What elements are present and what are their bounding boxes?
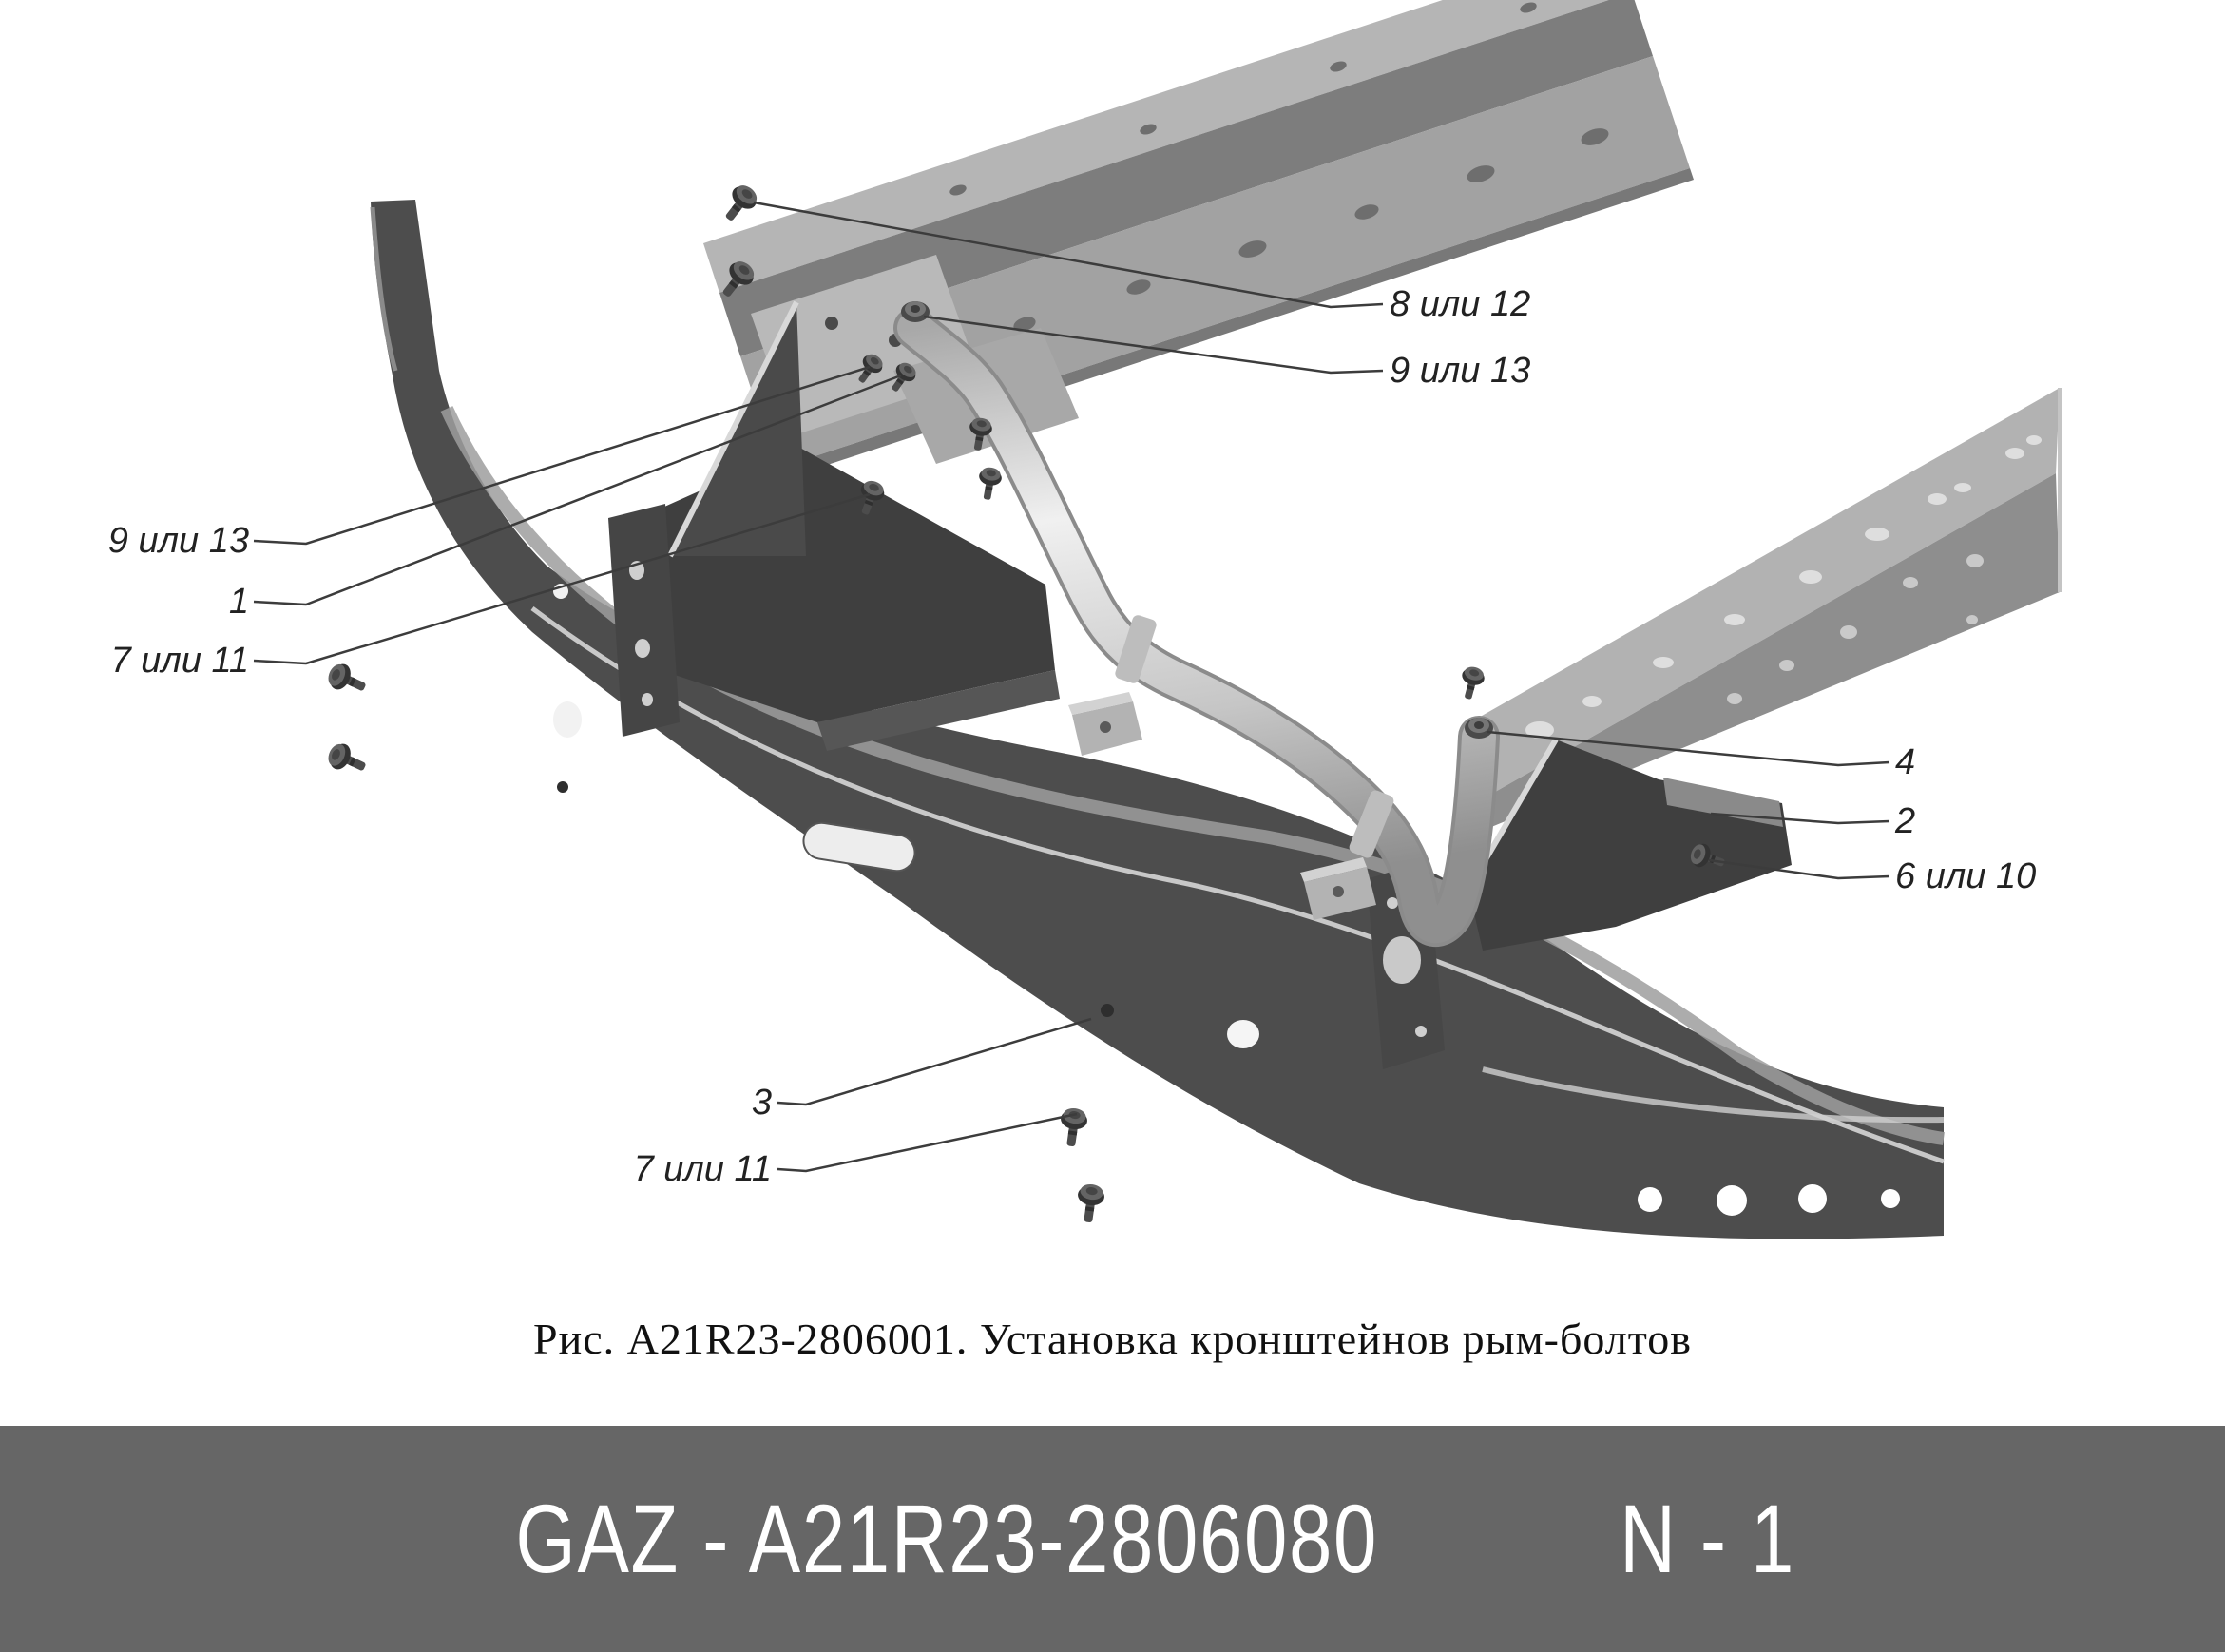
- callout-7-or-11-bottom: 7 или 11: [633, 1149, 772, 1189]
- tube-front-nut: [901, 301, 930, 322]
- end-plate-large-hole: [1383, 936, 1421, 984]
- tube-rear-nut: [1465, 718, 1493, 739]
- callout-9-or-13-left: 9 или 13: [107, 521, 249, 561]
- callout-2: 2: [1895, 801, 1916, 841]
- callout-9-or-13-top: 9 или 13: [1390, 351, 1531, 391]
- end-plate-hole: [1387, 897, 1398, 909]
- plate-hole: [825, 317, 838, 330]
- bolt-bottom-lower: [1074, 1182, 1105, 1224]
- callout-8-or-12: 8 или 12: [1390, 284, 1531, 324]
- callout-6-or-10: 6 или 10: [1895, 856, 2037, 896]
- footer-catalog-code: GAZ - A21R23-2806080: [515, 1484, 1378, 1593]
- bolt-above-tube-end: [1456, 664, 1487, 701]
- bolt-7-11-bottom: [1057, 1106, 1088, 1148]
- footer-bar: [0, 1426, 2225, 1652]
- bolt: [975, 466, 1003, 502]
- callout-4: 4: [1895, 742, 1916, 782]
- callout-3: 3: [751, 1083, 772, 1123]
- leader-7-11-bottom: [777, 1114, 1077, 1171]
- figure-caption: Рис. А21R23-2806001. Установка кронштейнов рым-болтов: [533, 1315, 1692, 1363]
- end-plate-hole: [1415, 1026, 1427, 1037]
- bolt-floating-left-lower: [324, 740, 370, 779]
- leader-3: [777, 1019, 1091, 1105]
- footer-page-code: N - 1: [1620, 1484, 1796, 1593]
- left-frame-rail: [703, 0, 1694, 480]
- bolt-floating-left-upper: [324, 660, 370, 700]
- callout-7-or-11-left: 7 или 11: [110, 641, 249, 681]
- callout-1: 1: [228, 582, 249, 622]
